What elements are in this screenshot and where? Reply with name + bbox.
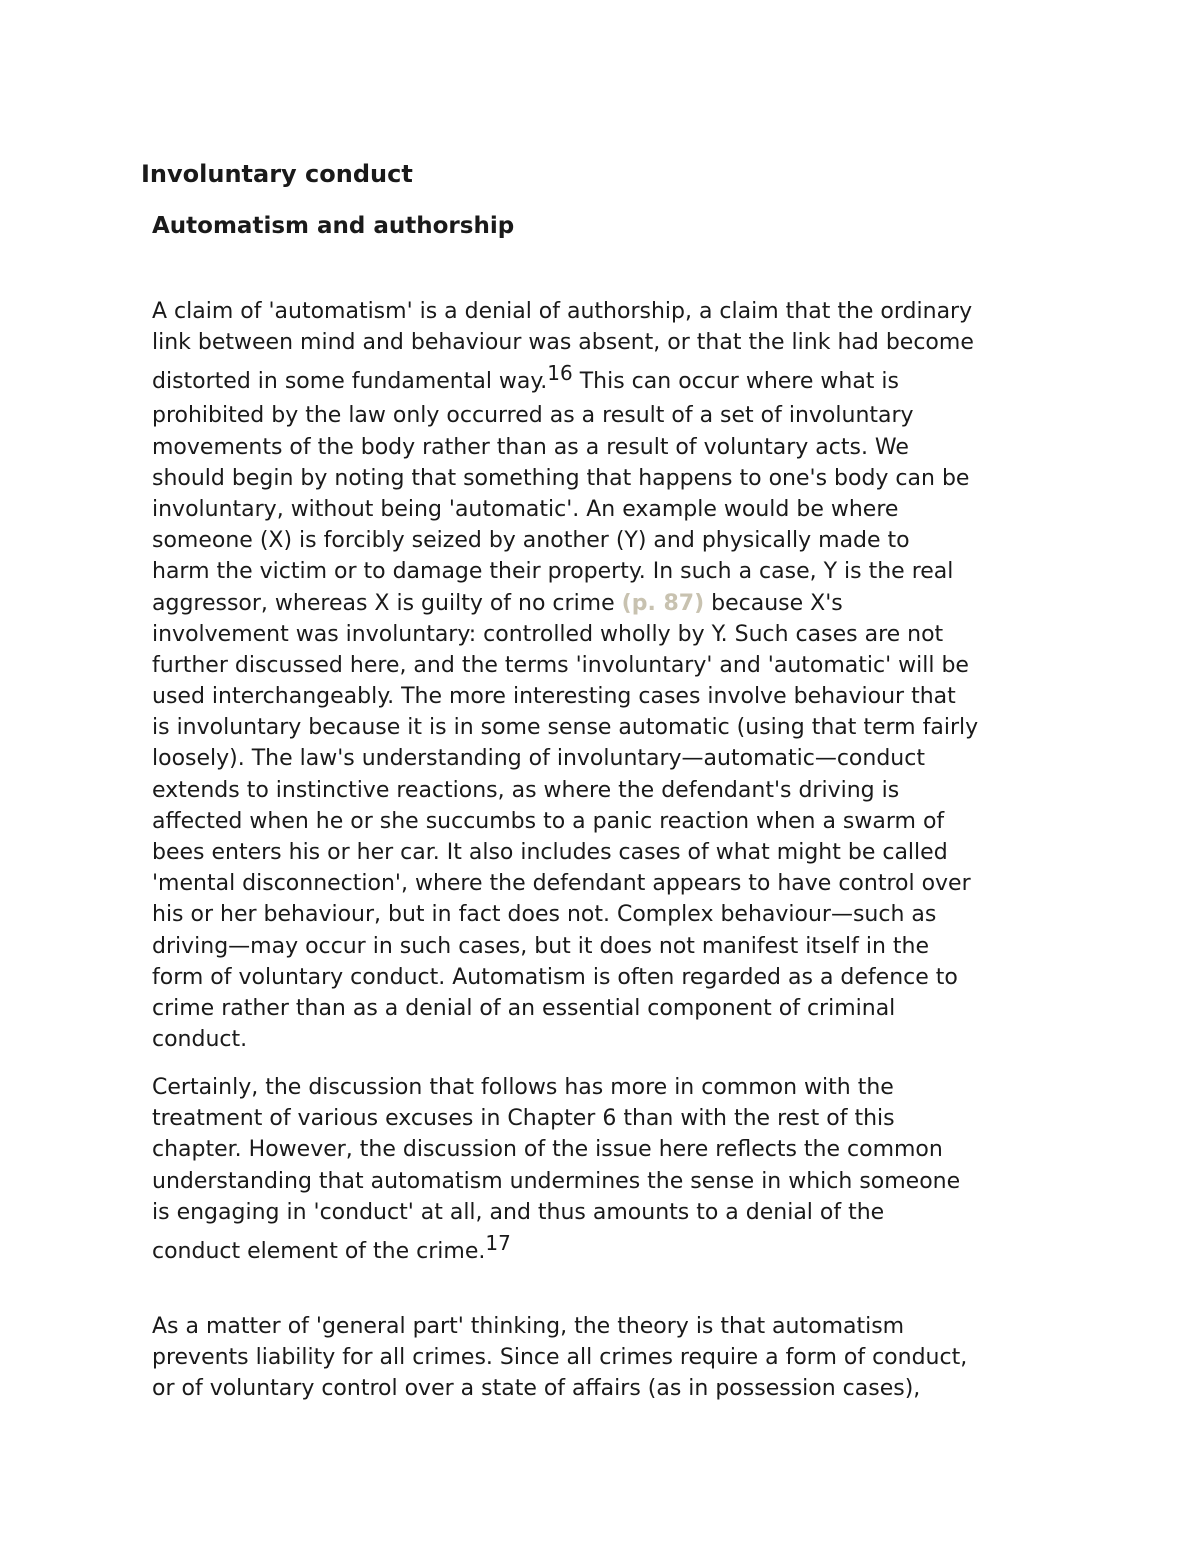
- footnote-marker-17[interactable]: 17: [485, 1230, 511, 1255]
- text-line: further discussed here, and the terms 'involuntary' and 'automatic' will be: [152, 652, 969, 678]
- text-line: 'mental disconnection', where the defendant appears to have control over: [152, 871, 971, 897]
- text-line: movements of the body rather than as a result of voluntary acts. We: [152, 434, 909, 460]
- text-line: is engaging in 'conduct' at all, and thus amounts to a denial of the: [152, 1199, 885, 1225]
- text-line: treatment of various excuses in Chapter 6 than with the rest of this: [152, 1106, 895, 1132]
- text-line: understanding that automatism undermines the sense in which someone: [152, 1168, 961, 1194]
- text-segment: conduct element of the crime.: [152, 1238, 486, 1264]
- subsection-heading: Automatism and authorship: [152, 213, 515, 239]
- text-line: [152, 1228, 1052, 1270]
- text-line: form of voluntary conduct. Automatism is often regarded as a defence to: [152, 964, 958, 990]
- text-line: loosely). The law's understanding of involuntary—automatic—conduct: [152, 746, 925, 772]
- paragraph-2: [152, 1072, 1052, 1270]
- text-line: affected when he or she succumbs to a panic reaction when a swarm of: [152, 808, 945, 834]
- text-line: extends to instinctive reactions, as where the defendant's driving is: [152, 777, 900, 803]
- text-line: should begin by noting that something that happens to one's body can be: [152, 465, 970, 491]
- footnote-marker-16[interactable]: 16: [547, 361, 573, 386]
- text-line: A claim of 'automatism' is a denial of authorship, a claim that the ordinary: [152, 299, 973, 324]
- text-line: driving—may occur in such cases, but it does not manifest itself in the: [152, 933, 929, 959]
- text-line: As a matter of 'general part' thinking, the theory is that automatism: [152, 1314, 905, 1339]
- text-line: conduct.: [152, 1027, 248, 1053]
- text-segment: This can occur where what is: [572, 369, 899, 395]
- text-line: or of voluntary control over a state of affairs (as in possession cases),: [152, 1376, 921, 1402]
- text-line: Certainly, the discussion that follows has more in common with the: [152, 1075, 894, 1100]
- text-line: his or her behaviour, but in fact does not. Complex behaviour—such as: [152, 902, 937, 928]
- page-reference-link[interactable]: (p. 87): [621, 590, 705, 616]
- text-line: [152, 358, 1052, 400]
- text-line: link between mind and behaviour was absent, or that the link had become: [152, 330, 974, 356]
- paragraph-1: [152, 296, 1052, 1055]
- text-line: prevents liability for all crimes. Since all crimes require a form of conduct,: [152, 1345, 968, 1371]
- text-line: is involuntary because it is in some sense automatic (using that term fairly: [152, 715, 979, 741]
- text-line: involvement was involuntary: controlled wholly by Y. Such cases are not: [152, 621, 944, 647]
- text-line: harm the victim or to damage their property. In such a case, Y is the real: [152, 559, 954, 585]
- text-segment: distorted in some fundamental way.: [152, 369, 548, 395]
- text-segment: because X's: [704, 590, 843, 616]
- section-heading: Involuntary conduct: [141, 160, 413, 188]
- text-line: used interchangeably. The more interesting cases involve behaviour that: [152, 684, 956, 710]
- text-line: chapter. However, the discussion of the issue here reflects the common: [152, 1137, 943, 1163]
- text-line: prohibited by the law only occurred as a result of a set of involuntary: [152, 403, 914, 429]
- text-line: [152, 588, 1052, 619]
- text-line: bees enters his or her car. It also includes cases of what might be called: [152, 840, 948, 865]
- paragraph-3: [152, 1311, 1052, 1405]
- text-segment: aggressor, whereas X is guilty of no crime: [152, 590, 622, 616]
- text-line: involuntary, without being 'automatic'. An example would be where: [152, 496, 899, 522]
- text-line: someone (X) is forcibly seized by another (Y) and physically made to: [152, 528, 910, 554]
- text-line: crime rather than as a denial of an essential component of criminal: [152, 995, 896, 1021]
